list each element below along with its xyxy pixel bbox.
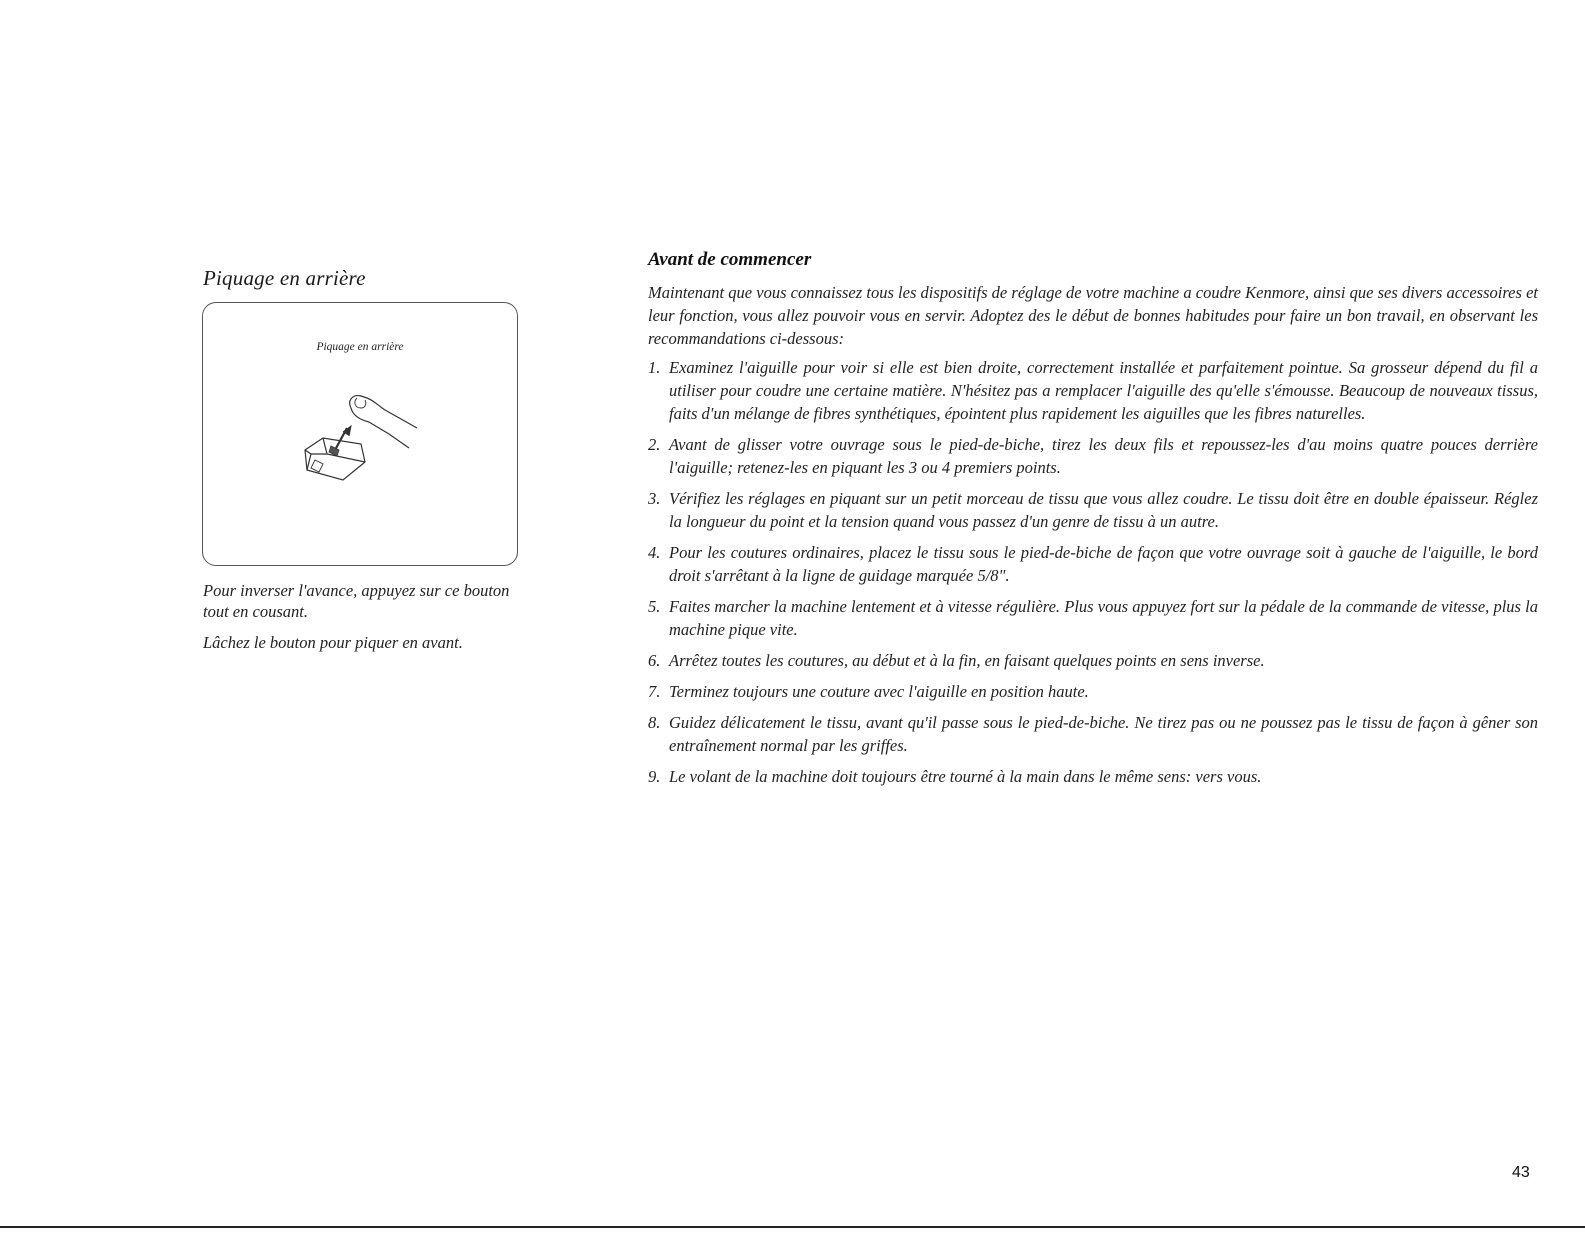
section-title-before-start: Avant de commencer	[648, 249, 812, 270]
list-item	[648, 541, 1538, 587]
step-number: 7.	[648, 682, 661, 701]
list-item	[648, 487, 1538, 533]
step-text: Le volant de la machine doit toujours être tourné à la main dans le même sens: vers vous.	[669, 767, 1262, 786]
list-item	[648, 765, 1538, 788]
step-number: 8.	[648, 713, 661, 732]
step-number: 3.	[648, 489, 661, 508]
step-text: Vérifiez les réglages en piquant sur un petit morceau de tissu que vous allez coudre. Le tissu doit être en double épaisseur. Réglez la longueur du point et la tension quand vous passez d'un genre de tissu à un autre.	[669, 489, 1538, 531]
finger-icon	[350, 396, 417, 448]
step-text: Guidez délicatement le tissu, avant qu'il passe sous le pied-de-biche. Ne tirez pas ou ne poussez pas le tissu de façon à gêner son entraînement normal par les griffes.	[669, 713, 1538, 755]
step-number: 2.	[648, 435, 661, 454]
step-text: Arrêtez toutes les coutures, au début et à la fin, en faisant quelques points en sens inverse.	[669, 651, 1265, 670]
step-text: Faites marcher la machine lentement et à vitesse régulière. Plus vous appuyez fort sur la pédale de la commande de vitesse, plus la machine pique vite.	[669, 597, 1538, 639]
section-title-reverse-stitching: Piquage en arrière	[203, 266, 366, 290]
step-text: Avant de glisser votre ouvrage sous le pied-de-biche, tirez les deux fils et repoussez-les d'au moins quatre pouces derrière l'aiguille; retenez-les en piquant les 3 ou 4 premiers points.	[669, 435, 1538, 477]
list-item	[648, 595, 1538, 641]
instruction-paragraph: Lâchez le bouton pour piquer en avant.	[203, 633, 463, 652]
list-item	[648, 433, 1538, 479]
step-text: Pour les coutures ordinaires, placez le tissu sous le pied-de-biche de façon que votre ouvrage soit à gauche de l'aiguille, le bord droit s'arrêtant à la ligne de guidage marquée 5/8".	[669, 543, 1538, 585]
step-number: 6.	[648, 651, 661, 670]
step-text: Examinez l'aiguille pour voir si elle est bien droite, correctement installée et parfaitement pointue. Sa grosseur dépend du fil a utiliser pour coudre une certaine matière. N'hésitez pas a remplacer l'aiguille des qu'elle s'émousse. Beaucoup de nouveaux tissus, faits d'un mélange de fibres synthétiques, épointent plus rapidement les aiguilles que les fibres naturelles.	[669, 358, 1538, 423]
list-item	[648, 680, 1538, 703]
intro-paragraph: Maintenant que vous connaissez tous les dispositifs de réglage de votre machine a coudre Kenmore, ainsi que ses divers accessoires et leur fonction, vous allez pouvoir vous en servir. Adoptez des le début de bonnes habitudes pour faire un bon travail, en observant les recommandations ci-dessous:	[648, 283, 1538, 348]
reverse-button-icon	[305, 426, 365, 480]
step-number: 5.	[648, 597, 661, 616]
reverse-button-finger-illustration	[293, 388, 433, 488]
list-item	[648, 649, 1538, 672]
step-number: 4.	[648, 543, 661, 562]
page-number: 43	[1512, 1164, 1530, 1181]
before-you-start-section	[648, 249, 1538, 796]
bottom-divider	[0, 1226, 1585, 1228]
list-item	[648, 711, 1538, 757]
illustration-frame	[202, 302, 518, 566]
step-number: 9.	[648, 767, 661, 786]
step-text: Terminez toujours une couture avec l'aiguille en position haute.	[669, 682, 1089, 701]
list-item	[648, 356, 1538, 425]
figure-caption: Piquage en arrière	[316, 341, 404, 353]
instruction-paragraph: Pour inverser l'avance, appuyez sur ce bouton tout en cousant.	[203, 581, 510, 621]
step-number: 1.	[648, 358, 661, 377]
left-instructions	[203, 580, 523, 663]
steps-list	[648, 356, 1538, 788]
